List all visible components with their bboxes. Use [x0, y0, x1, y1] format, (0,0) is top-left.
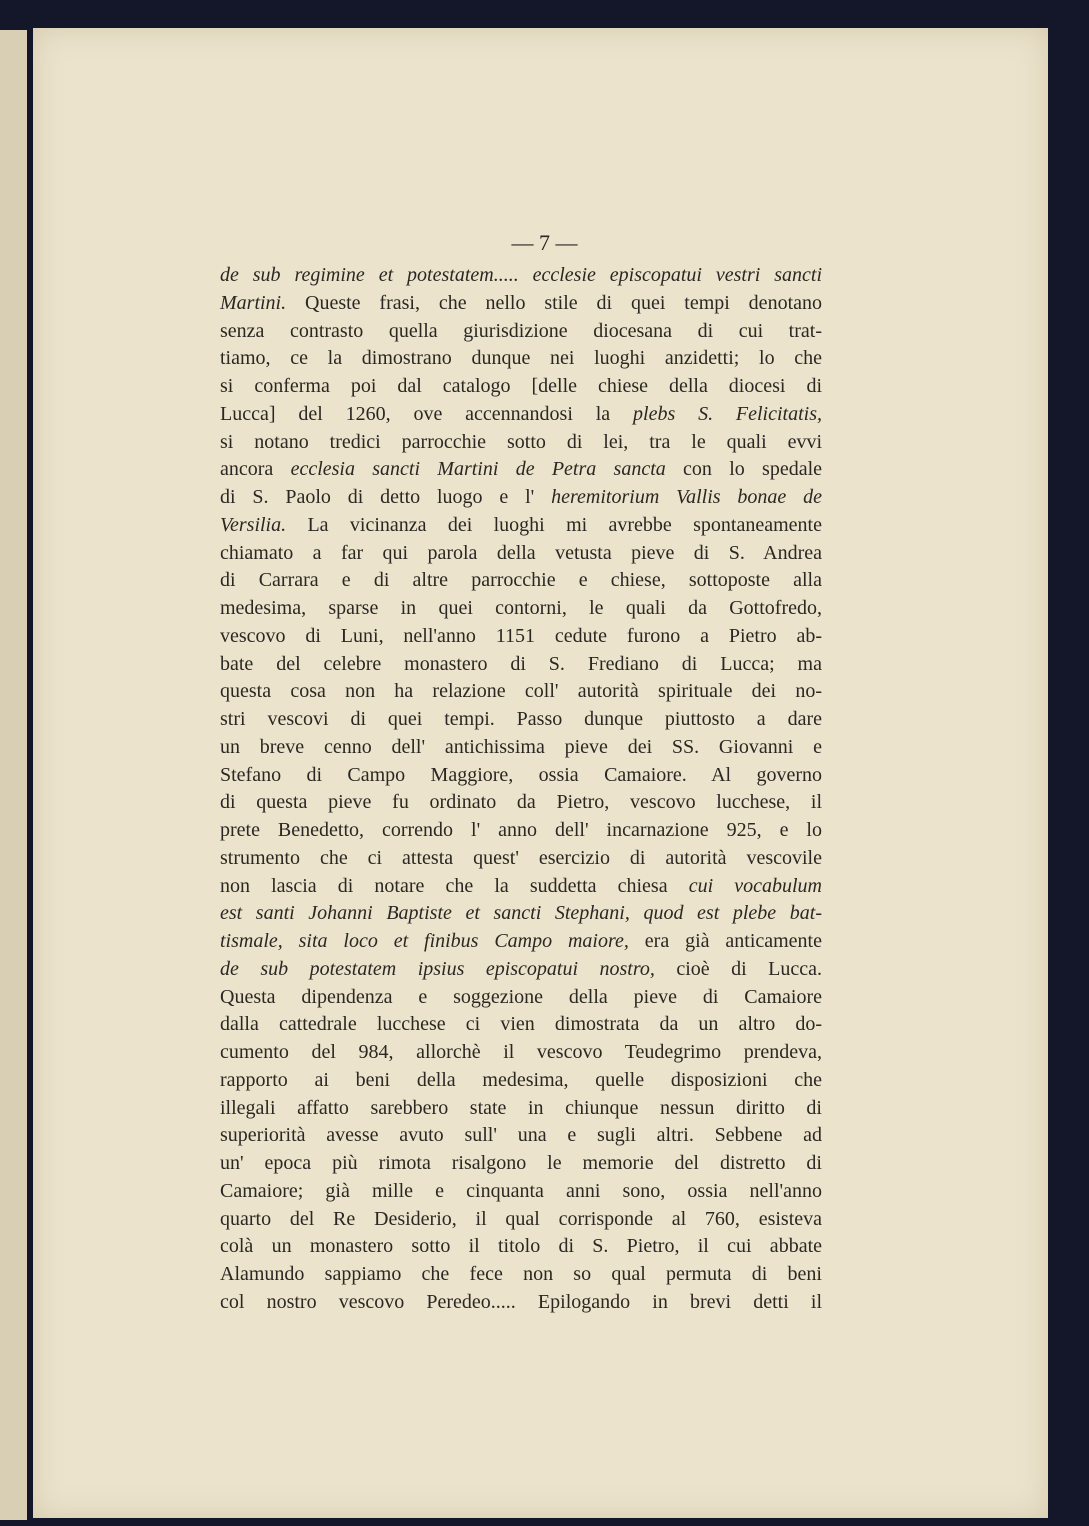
text-line [220, 873, 822, 901]
text-run: si conferma poi dal catalogo [delle chiese della diocesi di [220, 375, 822, 397]
text-line [220, 1261, 822, 1289]
italic-latin-quote: cui vocabulum [688, 874, 822, 897]
text-line [220, 734, 822, 762]
italic-latin-quote: plebs S. Felicitatis, [633, 402, 823, 425]
text-line [220, 845, 822, 873]
text-run: rapporto ai beni della medesima, quelle disposizioni che [220, 1068, 822, 1091]
text-run: questa cosa non ha relazione coll' autorità spirituale dei no- [220, 680, 822, 703]
text-line [220, 984, 822, 1012]
text-run: La vicinanza dei luoghi mi avrebbe spontaneamente [286, 513, 822, 536]
italic-latin-quote: de sub potestatem ipsius episcopatui nostro, [220, 957, 655, 980]
text-run: Questa dipendenza e soggezione della pieve di Camaiore [220, 985, 822, 1008]
text-line [220, 1039, 822, 1067]
text-run: di questa pieve fu ordinato da Pietro, vescovo lucchese, il [220, 791, 822, 814]
text-run: Lucca] del 1260, ove accennandosi la [220, 402, 634, 425]
text-run: cumento del 984, allorchè il vescovo Teudegrimo prendeva, [220, 1041, 822, 1063]
text-run: senza contrasto quella giurisdizione diocesana di cui trat- [220, 319, 822, 342]
text-run: tiamo, ce la dimostrano dunque nei luoghi anzidetti; lo che [220, 347, 822, 370]
italic-latin-quote: Versilia. [220, 513, 287, 536]
text-line [220, 1150, 822, 1178]
text-line [220, 1289, 822, 1317]
text-run: con lo spedale [665, 458, 823, 481]
text-run: Stefano di Campo Maggiore, ossia Camaiore. Al governo [220, 763, 822, 786]
text-line [220, 651, 822, 679]
text-line [220, 1122, 822, 1150]
text-run: un' epoca più rimota risalgono le memorie del distretto di [220, 1152, 822, 1174]
text-line [220, 512, 822, 540]
text-line [220, 456, 822, 484]
text-line [220, 928, 822, 956]
body-text [220, 262, 822, 1317]
text-run: bate del celebre monastero di S. Frediano di Lucca; ma [220, 652, 822, 675]
text-run: superiorità avesse avuto sull' una e sugli altri. Sebbene ad [220, 1124, 822, 1147]
italic-latin-quote: tismale, sita loco et finibus Campo maiore, [220, 930, 629, 952]
text-run: di Carrara e di altre parrocchie e chiese, sottoposte alla [220, 569, 822, 592]
text-line [220, 1206, 822, 1234]
text-run: vescovo di Luni, nell'anno 1151 cedute furono a Pietro ab- [220, 624, 822, 647]
text-run: Queste frasi, che nello stile di quei tempi denotano [286, 291, 822, 314]
text-run: ancora [220, 458, 291, 481]
text-run: Camaiore; già mille e cinquanta anni sono, ossia nell'anno [220, 1179, 822, 1202]
text-line [220, 401, 822, 429]
text-line [220, 817, 822, 845]
text-run: era già anticamente [628, 930, 822, 952]
text-run: non lascia di notare che la suddetta chiesa [220, 874, 689, 897]
text-run: stri vescovi di quei tempi. Passo dunque piuttosto a dare [220, 708, 822, 730]
text-line [220, 956, 822, 984]
text-line [220, 623, 822, 651]
text-run: quarto del Re Desiderio, il qual corrisponde al 760, esisteva [220, 1207, 822, 1230]
text-run: si notano tredici parrocchie sotto di lei, tra le quali evvi [220, 430, 822, 453]
italic-latin-quote: heremitorium Vallis bonae de [551, 486, 822, 508]
text-line [220, 429, 822, 457]
text-line [220, 484, 822, 512]
text-line [220, 318, 822, 346]
text-run: Alamundo sappiamo che fece non so qual permuta di beni [220, 1263, 822, 1285]
text-line [220, 706, 822, 734]
text-line [220, 373, 822, 401]
text-line [220, 1067, 822, 1095]
italic-latin-quote: de sub regimine et potestatem..... ecclesie episcopatui vestri sancti [220, 264, 822, 286]
text-run: dalla cattedrale lucchese ci vien dimostrata da un altro do- [220, 1013, 822, 1036]
text-run: illegali affatto sarebbero state in chiunque nessun diritto di [220, 1096, 822, 1119]
text-line [220, 567, 822, 595]
text-line [220, 262, 822, 290]
text-line [220, 1011, 822, 1039]
text-line [220, 290, 822, 318]
text-run: prete Benedetto, correndo l' anno dell' incarnazione 925, e lo [220, 819, 822, 841]
text-run: colà un monastero sotto il titolo di S. Pietro, il cui abbate [220, 1235, 822, 1258]
text-line [220, 1233, 822, 1261]
text-line [220, 900, 822, 928]
italic-latin-quote: Martini. [220, 291, 287, 314]
text-line [220, 595, 822, 623]
page-number: — 7 — [511, 230, 578, 255]
text-line [220, 789, 822, 817]
text-run: strumento che ci attesta quest' esercizio di autorità vescovile [220, 846, 822, 869]
text-line [220, 678, 822, 706]
text-run: col nostro vescovo Peredeo..... Epilogando in brevi detti il [220, 1290, 822, 1313]
text-line [220, 762, 822, 790]
text-line [220, 540, 822, 568]
text-line [220, 1178, 822, 1206]
text-line [220, 345, 822, 373]
text-run: chiamato a far qui parola della vetusta pieve di S. Andrea [220, 541, 822, 564]
text-line [220, 1095, 822, 1123]
italic-latin-quote: est santi Johanni Baptiste et sancti Stephani, quod est plebe bat- [220, 902, 822, 925]
text-run: un breve cenno dell' antichissima pieve dei SS. Giovanni e [220, 735, 822, 758]
text-run: medesima, sparse in quei contorni, le quali da Gottofredo, [220, 597, 822, 619]
text-run: di S. Paolo di detto luogo e l' [220, 486, 552, 508]
text-run: cioè di Lucca. [654, 957, 823, 980]
italic-latin-quote: ecclesia sancti Martini de Petra sancta [290, 458, 666, 481]
